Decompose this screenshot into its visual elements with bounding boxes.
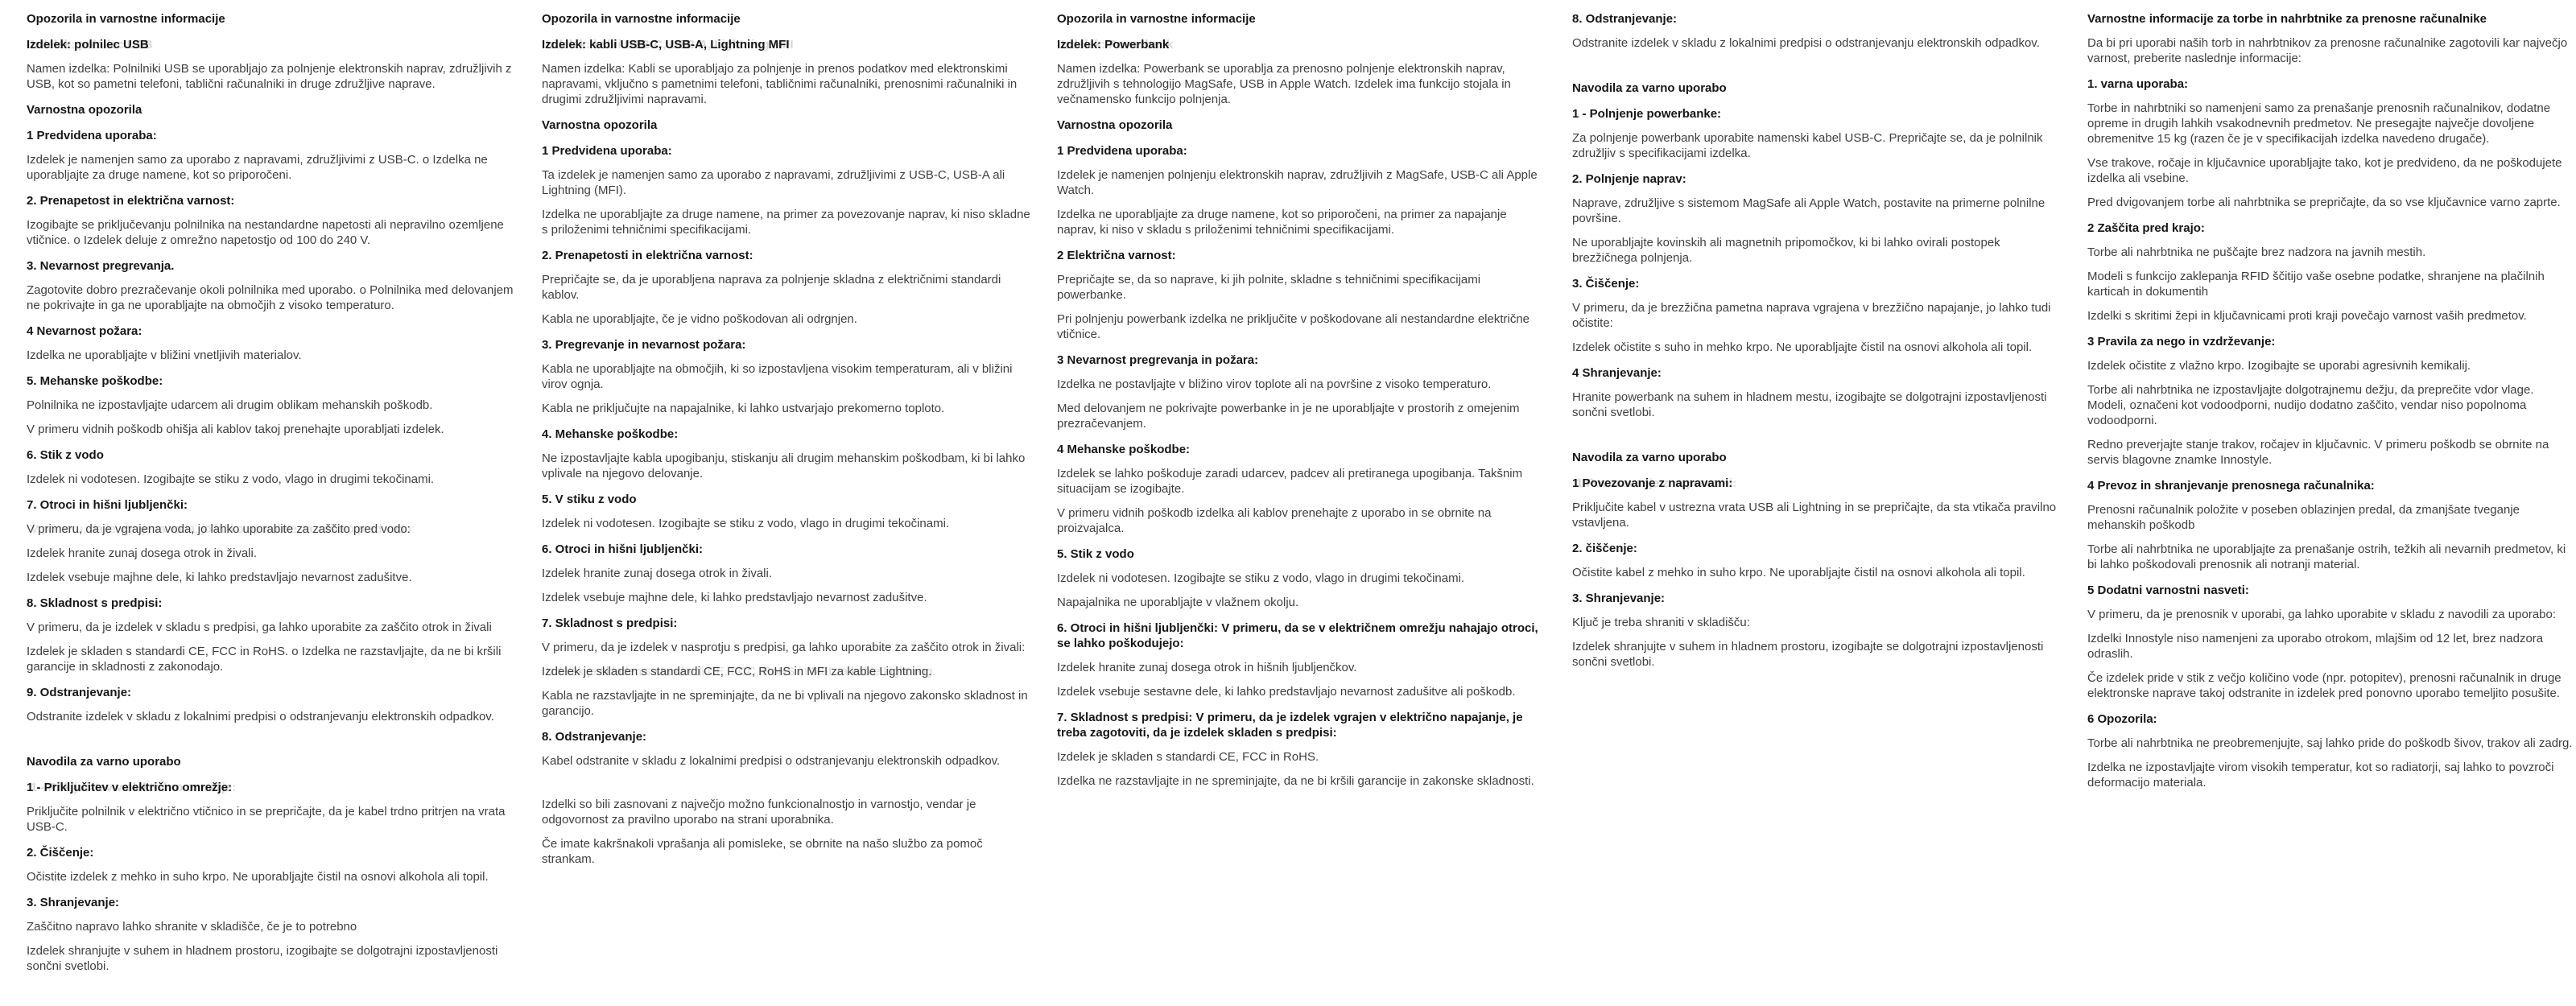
paragraph: Modeli s funkcijo zaklepanja RFID ščitijo vaše osebne podatke, shranjene na plačilnih karticah in dokumentih — [2087, 270, 2545, 299]
paragraph: Če imate kakršnakoli vprašanja ali pomisleke, se obrnite na našo službo za pomoč strankam. — [542, 837, 983, 866]
paragraph: Izdelki so bili zasnovani z največjo možno funkcionalnostjo in varnostjo, vendar je odgovornost za pravilno uporabo na strani uporabnika. — [542, 798, 976, 827]
section-heading: Opozorila in varnostne informacije — [1057, 12, 1256, 26]
paragraph: Izdelek je namenjen polnjenju elektronskih naprav, združljivih z MagSafe, USB-C ali Apple Watch. — [1057, 168, 1538, 197]
paragraph: Izdelka ne uporabljajte za druge namene, na primer za povezovanje naprav, ki niso skladne s priloženimi tehničnimi specifikacijami. — [542, 208, 1030, 237]
section-heading: Navodila za varno uporabo — [1572, 451, 1727, 464]
paragraph: Izdelek ni vodotesen. Izogibajte se stiku z vodo, vlago in drugimi tekočinami. — [542, 517, 950, 530]
paragraph: Kabla ne razstavljajte in ne spreminjajte, da ne bi vplivali na njegovo zakonsko skladnost in garancijo. — [542, 689, 1028, 718]
paragraph: Prepričajte se, da so naprave, ki jih polnite, skladne s tehničnimi specifikacijami powerbanke. — [1057, 273, 1481, 302]
paragraph: Izdelek je skladen s standardi CE, FCC in RoHS. o Izdelka ne razstavljajte, da ne bi kršili garancije in skladnosti z zakonodajo. — [27, 645, 502, 674]
section-heading: 5. Stik z vodo — [1057, 547, 1134, 561]
section-heading: Varnostna opozorila — [1057, 118, 1173, 132]
column-usage-instructions — [1572, 11, 2061, 670]
section-heading: 1 - Polnjenje powerbanke: — [1572, 107, 1722, 121]
section-heading: 4. Mehanske poškodbe: — [542, 427, 679, 441]
section-heading: 2 Zaščita pred krajo: — [2087, 221, 2205, 235]
section-heading: 9. Odstranjevanje: — [27, 686, 132, 699]
paragraph: Pred dvigovanjem torbe ali nahrbtnika se prepričajte, da so vse ključavnice varno zaprte. — [2087, 196, 2561, 209]
paragraph: Izdelek vsebuje sestavne dele, ki lahko predstavljajo nevarnost zadušitve ali poškodb. — [1057, 685, 1516, 699]
paragraph: Kabla ne uporabljajte, če je vidno poškodovan ali odrgnjen. — [542, 312, 857, 326]
section-heading: 2. Prenapetost in električna varnost: — [27, 194, 235, 208]
section-heading: 7. Skladnost s predpisi: — [542, 616, 678, 630]
paragraph: V primeru vidnih poškodb ohišja ali kablov takoj prenehajte uporabljati izdelek. — [27, 423, 444, 436]
paragraph: V primeru, da je brezžična pametna naprava vgrajena v brezžično napajanje, jo lahko tudi očistite: — [1572, 301, 2051, 330]
section-heading: Opozorila in varnostne informacije — [542, 12, 741, 26]
paragraph: Izdelek vsebuje majhne dele, ki lahko predstavljajo nevarnost zadušitve. — [27, 571, 412, 584]
paragraph: Izdelek ni vodotesen. Izogibajte se stiku z vodo, vlago in drugimi tekočinami. — [27, 472, 435, 486]
section-heading: 3. Čiščenje: — [1572, 277, 1640, 291]
paragraph: Namen izdelka: Polnilniki USB se uporabljajo za polnjenje elektronskih naprav, združljivih z USB, kot so pametni telefoni, tablični računalniki in druge združljive naprave. — [27, 62, 512, 91]
paragraph: Polnilnika ne izpostavljajte udarcem ali drugim oblikam mehanskih poškodb. — [27, 398, 433, 412]
section-heading: 3 Pravila za nego in vzdrževanje: — [2087, 335, 2276, 348]
section-heading: 1 Predvidena uporaba: — [1057, 144, 1187, 158]
paragraph: Izdelek hranite zunaj dosega otrok in hišnih ljubljenčkov. — [1057, 661, 1357, 674]
column-usb-charger — [27, 11, 515, 974]
paragraph: Kabla ne priključujte na napajalnike, ki lahko ustvarjajo prekomerno toploto. — [542, 402, 945, 415]
paragraph: Izdelek hranite zunaj dosega otrok in živali. — [542, 567, 772, 580]
paragraph: Zagotovite dobro prezračevanje okoli polnilnika med uporabo. o Polnilnika med delovanjem ne pokrivajte in ga ne uporabljajte na območjih z visoko temperaturo. — [27, 283, 514, 312]
section-heading: 6 Opozorila: — [2087, 712, 2157, 726]
section-heading: 3. Pregrevanje in nevarnost požara: — [542, 338, 746, 352]
section-heading: 5 Dodatni varnostni nasveti: — [2087, 583, 2249, 597]
paragraph: Ta izdelek je namenjen samo za uporabo z napravami, združljivimi z USB-C, USB-A ali Lightning (MFI). — [542, 168, 1005, 197]
section-heading: 5. Mehanske poškodbe: — [27, 374, 163, 388]
section-heading: 4 Shranjevanje: — [1572, 366, 1662, 380]
paragraph: Prenosni računalnik položite v poseben oblazinjen predal, da zmanjšate tveganje mehanskih poškodb — [2087, 503, 2520, 532]
section-heading: 5. V stiku z vodo — [542, 493, 637, 506]
paragraph: Očistite kabel z mehko in suho krpo. Ne uporabljajte čistil na osnovi alkohola ali topil. — [1572, 566, 2025, 579]
section-heading: 1 - Priključitev v električno omrežje: — [27, 781, 233, 794]
section-heading: Izdelek: Powerbank — [1057, 38, 1170, 52]
section-heading: Varnostna opozorila — [542, 118, 658, 132]
paragraph: Redno preverjajte stanje trakov, ročajev in ključavnic. V primeru poškodb se obrnite na servis blagovne znamke Innostyle. — [2087, 438, 2549, 467]
section-heading: Opozorila in varnostne informacije — [27, 12, 225, 26]
column-powerbank — [1057, 11, 1546, 789]
paragraph: Namen izdelka: Kabli se uporabljajo za polnjenje in prenos podatkov med elektronskimi napravami, vključno s pametnimi telefoni, tabličnimi računalniki, prenosnimi računalniki in drugimi združljivimi napravami. — [542, 62, 1018, 106]
section-heading: 4 Mehanske poškodbe: — [1057, 443, 1191, 456]
paragraph: Zaščitno napravo lahko shranite v skladišče, če je to potrebno — [27, 920, 357, 934]
paragraph: Torbe ali nahrbtnika ne puščajte brez nadzora na javnih mestih. — [2087, 245, 2426, 259]
section-heading: Varnostne informacije za torbe in nahrbtnike za prenosne računalnike — [2087, 12, 2487, 26]
paragraph: Očistite izdelek z mehko in suho krpo. Ne uporabljajte čistil na osnovi alkohola ali topil. — [27, 870, 489, 884]
paragraph: Izdelek shranjujte v suhem in hladnem prostoru, izogibajte se dolgotrajni izpostavljenosti sončni svetlobi. — [1572, 640, 2044, 669]
section-heading: 1. varna uporaba: — [2087, 77, 2189, 91]
section-heading: 8. Skladnost s predpisi: — [27, 596, 163, 610]
paragraph: Izdelek vsebuje majhne dele, ki lahko predstavljajo nevarnost zadušitve. — [542, 591, 927, 604]
spacer — [1572, 51, 2061, 70]
paragraph: Izdelek ni vodotesen. Izogibajte se stiku z vodo, vlago in drugimi tekočinami. — [1057, 571, 1465, 585]
paragraph: V primeru, da je vgrajena voda, jo lahko uporabite za zaščito pred vodo: — [27, 522, 411, 536]
paragraph: Torbe ali nahrbtnika ne izpostavljajte dolgotrajnemu dežju, da preprečite vdor vlage. Modeli, označeni kot vodoodporni, nudijo dodatno zaščito, vendar niso popolnoma vodoodporni. — [2087, 383, 2534, 427]
paragraph: Če izdelek pride v stik z večjo količino vode (npr. potopitev), prenosni računalnik in druge elektronske naprave takoj odstranite in izdelek pred ponovno uporabo temeljito posušite. — [2087, 671, 2562, 700]
section-heading: 2 Električna varnost: — [1057, 249, 1176, 262]
section-heading: 6. Otroci in hišni ljubljenčki: — [542, 542, 704, 556]
paragraph: Ne uporabljajte kovinskih ali magnetnih pripomočkov, ki bi lahko ovirali postopek brezžičnega polnjenja. — [1572, 236, 2000, 265]
paragraph: Izdelka ne uporabljajte za druge namene, kot so priporočeni, na primer za napajanje naprav, ki niso v skladu s priloženimi tehničnimi specifikacijami. — [1057, 208, 1507, 237]
section-heading: 4 Nevarnost požara: — [27, 324, 142, 338]
paragraph: Izdelek očistite s suho in mehko krpo. Ne uporabljajte čistil na osnovi alkohola ali topil. — [1572, 340, 2033, 354]
paragraph: V primeru, da je izdelek v nasprotju s predpisi, ga lahko uporabite za zaščito otrok in živali: — [542, 641, 1026, 654]
section-heading: 1 Povezovanje z napravami: — [1572, 476, 1733, 490]
paragraph: Da bi pri uporabi naših torb in nahrbtnikov za prenosne računalnike zagotovili kar največjo varnost, preberite naslednje informacije: — [2087, 36, 2568, 65]
paragraph: Torbe ali nahrbtnika ne preobremenjujte, saj lahko pride do poškodb šivov, trakov ali zadrg. — [2087, 736, 2573, 750]
section-heading: 3. Nevarnost pregrevanja. — [27, 259, 175, 273]
paragraph: Prepričajte se, da je uporabljena naprava za polnjenje skladna z električnimi standardi kablov. — [542, 273, 1001, 302]
section-heading: 1 Predvidena uporaba: — [542, 144, 672, 158]
paragraph: Izdelek hranite zunaj dosega otrok in živali. — [27, 546, 257, 560]
section-heading: 2. čiščenje: — [1572, 542, 1637, 555]
section-heading: 3. Shranjevanje: — [27, 896, 120, 909]
paragraph: Izdelka ne uporabljajte v bližini vnetljivih materialov. — [27, 348, 302, 362]
paragraph: Izdelka ne izpostavljajte virom visokih temperatur, kot so radiatorji, saj lahko to povzroči deformacijo materiala. — [2087, 761, 2554, 790]
section-heading: 2. Prenapetosti in električna varnost: — [542, 249, 753, 262]
paragraph: Med delovanjem ne pokrivajte powerbanke in je ne uporabljajte v prostorih z omejenim prezračevanjem. — [1057, 402, 1520, 431]
spacer — [542, 769, 1030, 788]
section-heading: Varnostna opozorila — [27, 103, 142, 117]
paragraph: Izogibajte se priključevanju polnilnika na nestandardne napetosti ali nepravilno ozemljene vtičnice. o Izdelek deluje z omrežno napetostjo od 100 do 240 V. — [27, 218, 504, 247]
paragraph: Torbe ali nahrbtnika ne uporabljajte za prenašanje ostrih, težkih ali nevarnih predmetov, ki bi lahko poškodovali prenosnik ali notranji material. — [2087, 542, 2566, 571]
spacer — [1572, 420, 2061, 439]
paragraph: Naprave, združljive s sistemom MagSafe ali Apple Watch, postavite na primerne polnilne površine. — [1572, 196, 2046, 225]
section-heading: 1 Predvidena uporaba: — [27, 129, 157, 142]
paragraph: Izdelka ne razstavljajte in ne spreminjajte, da ne bi kršili garancije in zakonske skladnosti. — [1057, 774, 1534, 788]
paragraph: Izdelek shranjujte v suhem in hladnem prostoru, izogibajte se dolgotrajni izpostavljenosti sončni svetlobi. — [27, 944, 498, 973]
section-heading: 6. Stik z vodo — [27, 448, 104, 462]
section-heading: 6. Otroci in hišni ljubljenčki: V primeru, da se v električnem omrežju nahajajo otroci, se lahko poškodujejo: — [1057, 621, 1538, 650]
section-heading: 4 Prevoz in shranjevanje prenosnega računalnika: — [2087, 479, 2375, 493]
column-laptop-bags — [2087, 11, 2576, 790]
paragraph: V primeru vidnih poškodb izdelka ali kablov prenehajte z uporabo in se obrnite na proizvajalca. — [1057, 506, 1492, 535]
paragraph: Izdelek očistite z vlažno krpo. Izogibajte se uporabi agresivnih kemikalij. — [2087, 359, 2471, 373]
paragraph: Pri polnjenju powerbank izdelka ne priključite v poškodovane ali nestandardne električne vtičnice. — [1057, 312, 1530, 341]
section-heading: 8. Odstranjevanje: — [1572, 12, 1678, 26]
paragraph: Namen izdelka: Powerbank se uporablja za prenosno polnjenje elektronskih naprav, združljivih s tehnologijo MagSafe, USB in Apple Watch. Izdelek ima funkcijo stojala in večnamensko funkcijo polnjenja. — [1057, 62, 1511, 106]
paragraph: Odstranite izdelek v skladu z lokalnimi predpisi o odstranjevanju elektronskih odpadkov. — [27, 710, 494, 724]
column-cables — [542, 11, 1030, 867]
section-heading: 7. Otroci in hišni ljubljenčki: — [27, 498, 188, 512]
section-heading: Navodila za varno uporabo — [1572, 81, 1727, 95]
paragraph: Kabel odstranite v skladu z lokalnimi predpisi o odstranjevanju elektronskih odpadkov. — [542, 754, 1001, 768]
paragraph: Izdelek je namenjen samo za uporabo z napravami, združljivimi z USB-C. o Izdelka ne uporabljajte za druge namene, kot so priporočeni. — [27, 153, 488, 182]
paragraph: V primeru, da je izdelek v skladu s predpisi, ga lahko uporabite za zaščito otrok in živali — [27, 621, 492, 634]
paragraph: Za polnjenje powerbank uporabite namenski kabel USB-C. Prepričajte se, da je polnilnik združljiv s specifikacijami izdelka. — [1572, 131, 2043, 160]
paragraph: Hranite powerbank na suhem in hladnem mestu, izogibajte se dolgotrajni izpostavljenosti sončni svetlobi. — [1572, 390, 2047, 419]
paragraph: Ne izpostavljajte kabla upogibanju, stiskanju ali drugim mehanskim poškodbam, ki bi lahko vplivale na njegovo delovanje. — [542, 451, 1026, 480]
spacer — [27, 724, 515, 744]
section-heading: 2. Čiščenje: — [27, 846, 94, 860]
paragraph: Torbe in nahrbtniki so namenjeni samo za prenašanje prenosnih računalnikov, dodatne opreme in drugih lahkih vsakodnevnih predmetov. Ne presegajte največje dovoljene obremenitve 15 kg (razen če je v specifikacijah izdelka navedeno drugače). — [2087, 101, 2551, 146]
paragraph: V primeru, da je prenosnik v uporabi, ga lahko uporabite v skladu z navodili za uporabo: — [2087, 608, 2557, 621]
section-heading: 3. Shranjevanje: — [1572, 592, 1666, 605]
paragraph: Izdelki Innostyle niso namenjeni za uporabo otrokom, mlajšim od 12 let, brez nadzora odraslih. — [2087, 632, 2544, 661]
section-heading: 8. Odstranjevanje: — [542, 730, 647, 744]
paragraph: Ključ je treba shraniti v skladišču: — [1572, 616, 1750, 629]
paragraph: Priključite kabel v ustrezna vrata USB ali Lightning in se prepričajte, da sta vtikača pravilno vstavljena. — [1572, 501, 2057, 530]
paragraph: Odstranite izdelek v skladu z lokalnimi predpisi o odstranjevanju elektronskih odpadkov. — [1572, 36, 2040, 50]
section-heading: Izdelek: kabli USB-C, USB-A, Lightning MFI — [542, 38, 790, 52]
section-heading: 2. Polnjenje naprav: — [1572, 172, 1686, 186]
paragraph: Izdelek se lahko poškoduje zaradi udarcev, padcev ali pretiranega upogibanja. Takšnim situacijam se izogibajte. — [1057, 467, 1523, 496]
section-heading: 3 Nevarnost pregrevanja in požara: — [1057, 353, 1259, 367]
paragraph: Izdelka ne postavljajte v bližino virov toplote ali na površine z visoko temperaturo. — [1057, 377, 1492, 391]
paragraph: Priključite polnilnik v električno vtičnico in se prepričajte, da je kabel trdno pritrjen na vrata USB-C. — [27, 805, 506, 834]
paragraph: Vse trakove, ročaje in ključavnice uporabljajte tako, kot je predvideno, da ne poškodujete izdelka ali vsebine. — [2087, 156, 2562, 185]
section-heading: Navodila za varno uporabo — [27, 755, 181, 769]
paragraph: Napajalnika ne uporabljajte v vlažnem okolju. — [1057, 596, 1299, 609]
paragraph: Izdelek je skladen s standardi CE, FCC in RoHS. — [1057, 750, 1319, 764]
paragraph: Izdelki s skritimi žepi in ključavnicami proti kraji povečajo varnost vaših predmetov. — [2087, 309, 2527, 323]
section-heading: 7. Skladnost s predpisi: V primeru, da je izdelek vgrajen v električno napajanje, je treba zagotoviti, da je izdelek skladen s predpisi: — [1057, 711, 1523, 740]
paragraph: Izdelek je skladen s standardi CE, FCC, RoHS in MFI za kable Lightning. — [542, 665, 932, 678]
paragraph: Kabla ne uporabljajte na območjih, ki so izpostavljena visokim temperaturam, ali v bližini virov ognja. — [542, 362, 1013, 391]
section-heading: Izdelek: polnilec USB — [27, 38, 149, 52]
